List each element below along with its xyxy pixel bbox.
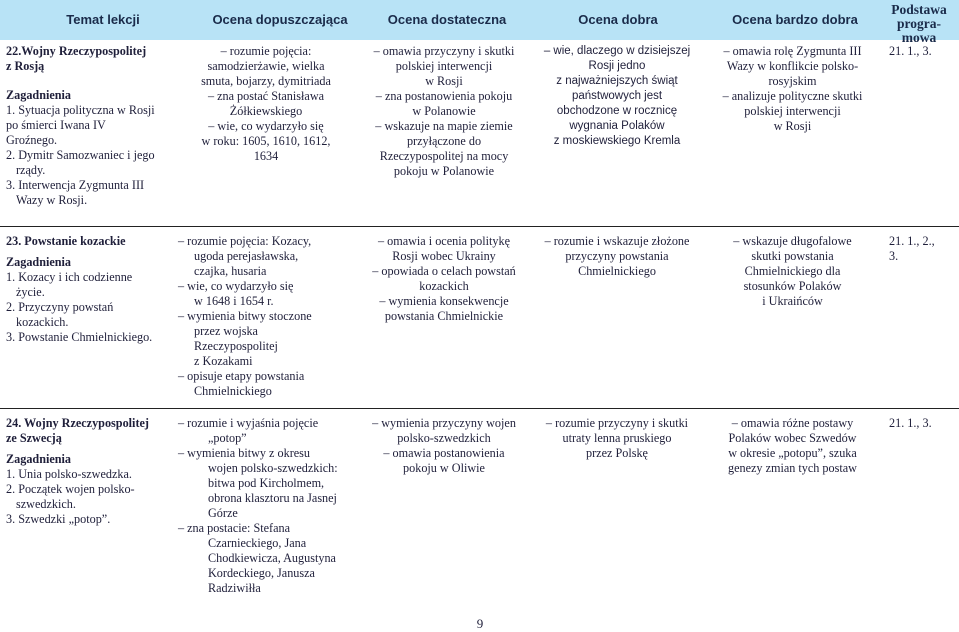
topic-cell: 22.Wojny Rzeczypospolitej z Rosją Zagadnienia 1. Sytuacja polityczna w Rosji po śmierci Iwana IV Groźnego. 2. Dymitr Samozwaniec i jego rządy. 3. Interwencja Zygmunta III Wazy w Rosji. [6,44,155,207]
topic-cell: 24. Wojny Rzeczypospolitej ze Szwecją Zagadnienia 1. Unia polsko-szwedzka. 2. Początek wojen polsko- szwedzkich. 3. Szwedzki „potop”. [6,416,149,526]
dostateczna-cell: – omawia i ocenia politykę Rosji wobec Ukrainy – opowiada o celach powstań kozackich – wymienia konsekwencje powstania Chmielnickie [372,234,516,323]
dostateczna-cell: – wymienia przyczyny wojen polsko-szwedzkich – omawia postanowienia pokoju w Oliwie [372,416,516,475]
header-dopuszczajaca: Ocena dopuszczająca [212,12,348,27]
dopuszczajaca-cell: – rozumie pojęcia: samodzierżawie, wielka smuta, bojarzy, dymitriada – zna postać Stanisława Żółkiewskiego – wie, co wydarzyło się w roku: 1605, 1610, 1612, 1634 [201,44,331,163]
dopuszczajaca-cell: – rozumie pojęcia: Kozacy, ugoda perejasławska, czajka, husaria – wie, co wydarzyło się w 1648 i 1654 r. – wymienia bitwy stoczone przez wojska Rzeczypospolitej z Kozakami – opisuje etapy powstania Chmielnickiego [178,234,312,398]
page-number: 9 [476,616,484,631]
dobra-cell: – wie, dlaczego w dzisiejszej Rosji jedno z najważniejszych świąt państwowych jest obchodzone w rocznicę wygnania Polaków z moskiewskiego Kremla [543,45,691,147]
header-dostateczna: Ocena dostateczna [387,12,507,27]
dobra-cell: – rozumie i wskazuje złożone przyczyny powstania Chmielnickiego [544,234,690,278]
dopuszczajaca-cell: – rozumie i wyjaśnia pojęcie „potop” – wymienia bitwy z okresu wojen polsko-szwedzkich: bitwa pod Kircholmem, obrona klasztoru na Jasnej Górze – zna postacie: Stefana Czarnieckiego, Jana Chodkiewicza, Augustyna Kordeckiego, Janusza Radziwiłła [178,416,338,595]
bardzo-dobra-cell: – wskazuje długofalowe skutki powstania Chmielnickiego dla stosunków Polaków i Ukraińców [733,234,852,308]
row-divider [0,226,959,227]
dobra-cell: – rozumie przyczyny i skutki utraty lenna pruskiego przez Polskę [545,416,689,460]
podstawa-cell: 21. 1., 3. [889,44,932,58]
dostateczna-cell: – omawia przyczyny i skutki polskiej interwencji w Rosji – zna postanowienia pokoju w Polanowie – wskazuje na mapie ziemie przyłączone do Rzeczypospolitej na mocy pokoju w Polanowie [373,44,515,178]
header-podstawa: Podstawa progra- mowa [891,2,947,45]
header-temat: Temat lekcji [66,12,140,27]
header-dobra: Ocena dobra [578,12,658,27]
header-bardzo-dobra: Ocena bardzo dobra [732,12,858,27]
topic-cell: 23. Powstanie kozackie Zagadnienia 1. Kozacy i ich codzienne życie. 2. Przyczyny powstań kozackich. 3. Powstanie Chmielnickiego. [6,234,153,344]
podstawa-cell: 21. 1., 2., 3. [889,234,935,263]
podstawa-cell: 21. 1., 3. [889,416,932,430]
bardzo-dobra-cell: – omawia różne postawy Polaków wobec Szwedów w okresie „potopu”, szuka genezy zmian tych postaw [728,416,857,475]
table-header [0,0,959,45]
bardzo-dobra-cell: – omawia rolę Zygmunta III Wazy w konflikcie polsko- rosyjskim – analizuje polityczne skutki polskiej interwencji w Rosji [722,44,863,133]
row-divider [0,408,959,409]
